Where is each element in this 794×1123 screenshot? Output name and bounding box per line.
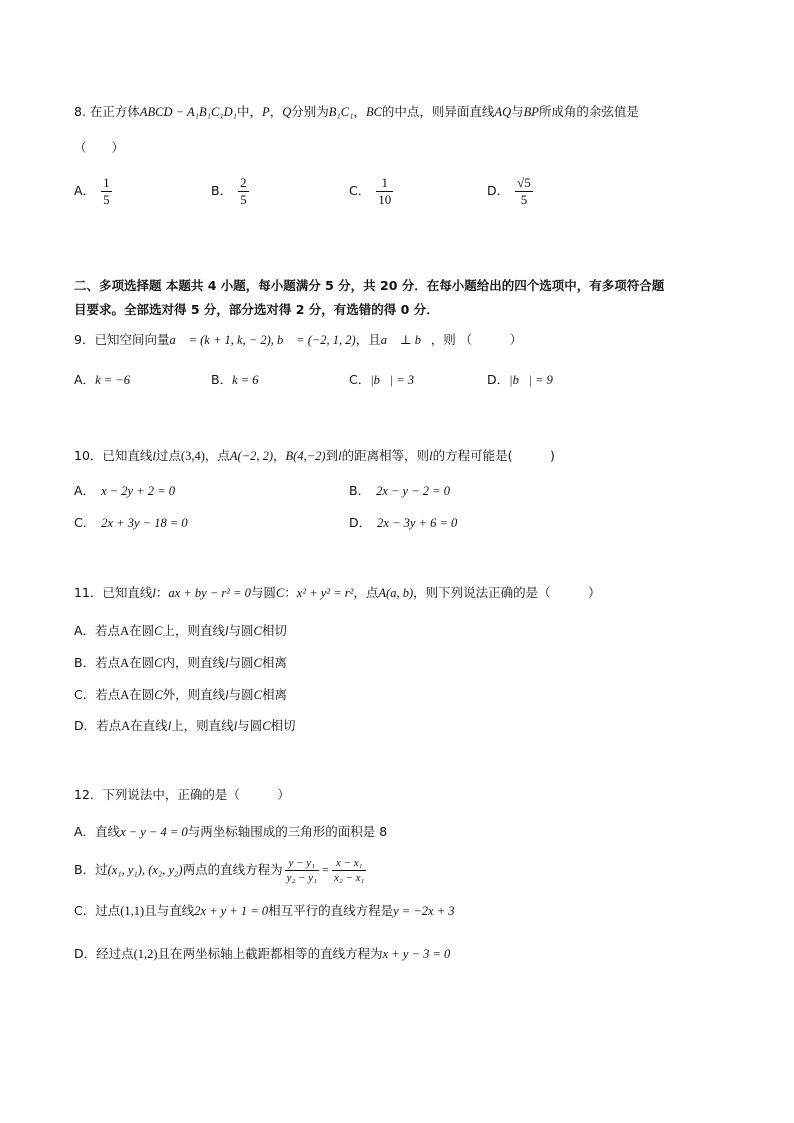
option-math: l (233, 719, 238, 733)
fraction: $\frac{√5}{5}$ (517, 175, 531, 207)
fraction: $\frac{1}{10}$ (378, 175, 392, 207)
option-text: 相互平行的直线方程是 (268, 903, 394, 918)
section-heading-line1: 二、多项选择题 本题共 4 小题，每小题满分 5 分，共 20 分．在每小题给出的四个选项中，有多项符合题 (74, 278, 665, 293)
option-label: C． (349, 372, 371, 387)
option-math: x − y − 4 = 0 (120, 825, 188, 839)
q12-stem: 12．下列说法中，正确的是（ ） (74, 787, 290, 802)
option-math: l (225, 688, 229, 702)
q8-text: 分别为 (291, 104, 329, 119)
option-math: C (262, 719, 271, 733)
q8-option-c[interactable] (349, 176, 393, 207)
option-label: A． (74, 372, 96, 387)
q10-stem (74, 448, 555, 464)
q8-paren: （ ） (74, 140, 125, 155)
q11-text: ，点 (353, 585, 379, 600)
fraction: $\frac{\text{y − y₁}}{\text{y₂ − y₁}}$ (286, 857, 317, 884)
q11-stem (74, 585, 601, 601)
option-math: C (154, 656, 163, 670)
q10-text: 过点 (155, 448, 181, 463)
option-text: 相切 (261, 623, 287, 638)
option-text: 与圆 (228, 655, 254, 670)
q9-option-c[interactable] (349, 372, 414, 388)
option-math: 2x + y + 1 = 0 (194, 904, 269, 918)
option-label: C． (349, 183, 371, 198)
q9-text: ，且 (355, 332, 381, 347)
option-math: l (224, 624, 229, 638)
option-math: C (154, 624, 163, 638)
q10-line-l: l (429, 449, 433, 463)
option-text: D．经过点 (74, 946, 134, 961)
option-text: 与圆 (228, 687, 254, 702)
option-expr: x − 2y + 2 = 0 (101, 484, 175, 498)
q10-point: (3,4) (180, 449, 205, 463)
q11-circle-c: C (275, 586, 285, 600)
q11-line-eq: ax + by − r² = 0 (168, 586, 251, 600)
option-label: B． (349, 483, 371, 498)
option-text: A．直线 (74, 824, 121, 839)
q11-text: 与圆 (250, 585, 276, 600)
q8-text: 所成角的余弦值是 (538, 104, 639, 119)
q10-point-a: A(−2, 2) (229, 449, 274, 463)
q11-option-c[interactable] (74, 687, 287, 703)
option-expr: |b⃗| = 3 (370, 373, 415, 387)
option-text: 与圆 (237, 718, 263, 733)
option-expr: 2x − y − 2 = 0 (376, 484, 450, 498)
option-text: 外，则直线 (162, 687, 226, 702)
option-label: A． (74, 483, 96, 498)
q9-option-b[interactable] (211, 372, 259, 388)
option-label: C． (74, 515, 96, 530)
q8-text: ， (269, 104, 283, 119)
q12-option-d[interactable] (74, 946, 450, 962)
q8-line-aq: AQ (494, 105, 512, 119)
q10-text: 的方程可能是( ) (432, 448, 555, 463)
equals-sign: = (321, 863, 329, 877)
option-math: (x₁, y₁), (x₂, y₂) (107, 863, 183, 877)
q10-text: ，点 (204, 448, 230, 463)
q11-option-a[interactable] (74, 623, 287, 639)
q8-edge-b1c1: B₁C₁ (328, 105, 354, 119)
q9-stem (74, 332, 522, 348)
option-expr: k = 6 (232, 373, 259, 387)
option-math: C (154, 688, 163, 702)
q10-line-l: l (338, 449, 342, 463)
q8-point-p: P (262, 105, 270, 119)
option-text: 相离 (261, 655, 287, 670)
q9-text: 9．已知空间向量 (74, 332, 170, 347)
option-text: 在圆 (129, 687, 155, 702)
q12-option-b[interactable] (74, 854, 366, 886)
option-math: A (120, 688, 130, 702)
option-label: D． (487, 372, 510, 387)
option-expr: 2x + 3y − 18 = 0 (101, 516, 188, 530)
q12-option-c[interactable] (74, 903, 455, 919)
option-math: C (253, 656, 262, 670)
q11-circle-eq: x² + y² = r² (296, 586, 354, 600)
option-label: B． (211, 183, 233, 198)
option-text: 在直线 (130, 718, 168, 733)
option-text: 与两坐标轴围成的三角形的面积是 8 (187, 824, 388, 839)
q8-edge-bc: BC (365, 105, 382, 119)
q9-option-d[interactable] (487, 372, 553, 388)
option-text: B．若点 (74, 655, 121, 670)
q10-text: 10．已知直线 (74, 448, 153, 463)
q11-text: 11．已知直线 (74, 585, 153, 600)
option-label: D． (349, 515, 372, 530)
option-text: B．过 (74, 862, 108, 877)
option-text: 上，则直线 (171, 718, 234, 733)
q8-cube: ABCD − A₁B₁C₁D₁ (139, 105, 238, 119)
q8-point-q: Q (282, 105, 292, 119)
q12-option-a[interactable] (74, 824, 387, 840)
section-heading-line2: 目要求。全部选对得 5 分，部分选对得 2 分，有选错的得 0 分． (74, 302, 439, 317)
option-math: A (121, 719, 131, 733)
option-math: (1,1) (120, 904, 145, 918)
option-text: 在圆 (129, 623, 155, 638)
q10-option-d[interactable] (349, 515, 457, 531)
option-text: 内，则直线 (162, 655, 225, 670)
q9-perp: a⃗ ⊥ b⃗ (380, 333, 431, 347)
option-math: l (224, 656, 229, 670)
option-text: C．过点 (74, 903, 121, 918)
q10-text: 的距离相等，则 (341, 448, 430, 463)
q9-option-a[interactable] (74, 372, 130, 388)
option-text: D．若点 (74, 718, 122, 733)
option-expr: 2x − 3y + 6 = 0 (377, 516, 458, 530)
q10-point-b: B(4,−2) (285, 449, 326, 463)
q8-text: 的中点，则异面直线 (381, 104, 495, 119)
option-math: (1,2) (133, 947, 158, 961)
option-math: C (253, 624, 262, 638)
q11-text: ： (155, 585, 169, 600)
q9-text: ，则 （ ） (430, 332, 523, 347)
q11-point-a: A(a, b) (378, 586, 414, 600)
option-text: 与圆 (228, 623, 254, 638)
option-label: A． (74, 183, 96, 198)
option-math: y = −2x + 3 (393, 904, 455, 918)
q11-text: ，则下列说法正确的是（ ） (413, 585, 601, 600)
q8-text: 与 (511, 104, 524, 119)
q8-text: 8. 在正方体 (74, 104, 140, 119)
q8-text: 中， (237, 104, 263, 119)
q8-stem (74, 104, 639, 120)
q8-option-b[interactable] (211, 176, 249, 207)
option-text: 相切 (270, 718, 296, 733)
q8-text: ， (353, 104, 366, 119)
option-label: B． (211, 372, 233, 387)
option-math: A (120, 656, 130, 670)
q11-text: ： (284, 585, 297, 600)
option-text: 在圆 (129, 655, 155, 670)
option-math: A (120, 624, 130, 638)
q9-vectors: a⃗ = (k + 1, k, − 2), b⃗ = (−2, 1, 2) (169, 333, 356, 347)
option-text: 且在两坐标轴上截距都相等的直线方程为 (157, 946, 383, 961)
q10-option-c[interactable] (74, 515, 188, 531)
fraction: $\frac{\text{x − x₁}}{\text{x₂ − x₁}}$ (333, 857, 365, 884)
q8-option-a[interactable] (74, 176, 112, 207)
q8-option-d[interactable] (487, 176, 533, 207)
q10-text: ， (273, 448, 286, 463)
q10-text: 到 (325, 448, 339, 463)
q10-line-l: l (152, 449, 156, 463)
q8-line-bp: BP (523, 105, 539, 119)
option-math: C (253, 688, 262, 702)
q11-option-b[interactable] (74, 655, 287, 671)
option-math: l (167, 719, 172, 733)
q10-option-a[interactable] (74, 483, 175, 499)
option-math: x + y − 3 = 0 (382, 947, 451, 961)
option-expr: |b⃗| = 9 (509, 373, 553, 387)
option-text: C．若点 (74, 687, 121, 702)
option-text: 且与直线 (144, 903, 195, 918)
q11-option-d[interactable] (74, 718, 296, 734)
q11-line-l: l (152, 586, 156, 600)
option-expr: k = −6 (95, 373, 130, 387)
option-text: 相离 (261, 687, 287, 702)
q10-option-b[interactable] (349, 483, 450, 499)
fraction: $\frac{2}{5}$ (240, 175, 247, 207)
option-label: D． (487, 183, 510, 198)
option-text: 两点的直线方程为 (182, 862, 283, 877)
fraction: $\frac{1}{5}$ (103, 175, 110, 207)
option-text: 上，则直线 (162, 623, 225, 638)
option-text: A．若点 (74, 623, 121, 638)
